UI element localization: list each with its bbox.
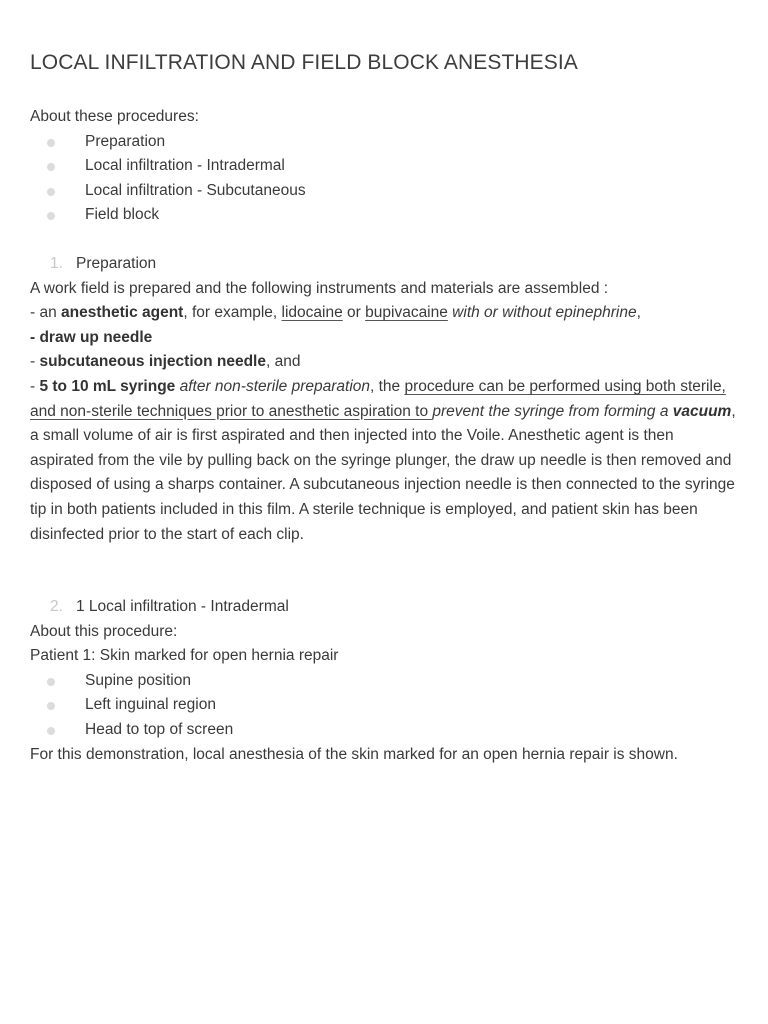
- page-title: LOCAL INFILTRATION AND FIELD BLOCK ANESTHESIA: [30, 51, 578, 74]
- section-2-closing: For this demonstration, local anesthesia of the skin marked for an open hernia repair is shown.: [30, 745, 678, 763]
- bullet-icon: [47, 212, 55, 220]
- section-1-heading: [30, 252, 738, 277]
- materials-line-2: - draw up needle: [30, 328, 153, 346]
- section-title: 1 Local infiltration - Intradermal: [76, 598, 289, 616]
- bupivacaine-link[interactable]: bupivacaine: [365, 304, 448, 322]
- bullet-icon: [47, 727, 55, 735]
- intro-list: [30, 130, 738, 228]
- section-number: 2.: [50, 598, 63, 616]
- sterile-technique-link[interactable]: procedure can be performed using both sterile, and non-sterile techniques prior to anesthetic aspiration to: [30, 377, 726, 420]
- bullet-icon: [47, 139, 55, 147]
- patient-description: Patient 1: Skin marked for open hernia repair: [30, 647, 339, 665]
- list-item: Supine position: [30, 669, 738, 694]
- bullet-icon: [47, 188, 55, 196]
- list-item: Local infiltration - Intradermal: [30, 154, 738, 179]
- list-item: Local infiltration - Subcutaneous: [30, 179, 738, 204]
- bullet-icon: [47, 678, 55, 686]
- list-item: Field block: [30, 203, 738, 228]
- section-2-heading: [30, 595, 738, 620]
- materials-line-4: - 5 to 10 mL syringe after non-sterile preparation, the procedure can be performed using both sterile, and non-sterile techniques prior to anesthetic aspiration to prevent the syringe from forming a vacuum, a small volume of air is first aspirated and then injected into the Voile. Anesthetic agent is then aspirated from the vile by pulling back on the syringe plunger, the draw up needle is then removed and disposed of using a sharps container. A subcutaneous injection needle is then connected to the syringe tip in both patients included in this film. A sterile technique is employed, and patient skin has been disinfected prior to the start of each clip.: [30, 377, 736, 543]
- section-number: 1.: [50, 254, 63, 272]
- list-item: Head to top of screen: [30, 718, 738, 743]
- bullet-icon: [47, 702, 55, 710]
- list-item: Preparation: [30, 130, 738, 155]
- list-item: Left inguinal region: [30, 693, 738, 718]
- section-1-lead: A work field is prepared and the following instruments and materials are assembled :: [30, 279, 609, 297]
- patient-positioning-list: [30, 669, 738, 743]
- lidocaine-link[interactable]: lidocaine: [281, 304, 343, 322]
- bullet-icon: [47, 163, 55, 171]
- section-2-about: About this procedure:: [30, 622, 178, 640]
- intro-heading: About these procedures:: [30, 108, 199, 125]
- section-title: Preparation: [76, 254, 157, 272]
- materials-line-1: - an anesthetic agent, for example, lidocaine or bupivacaine with or without epinephrine,: [30, 304, 641, 322]
- materials-line-3: - subcutaneous injection needle, and: [30, 353, 301, 371]
